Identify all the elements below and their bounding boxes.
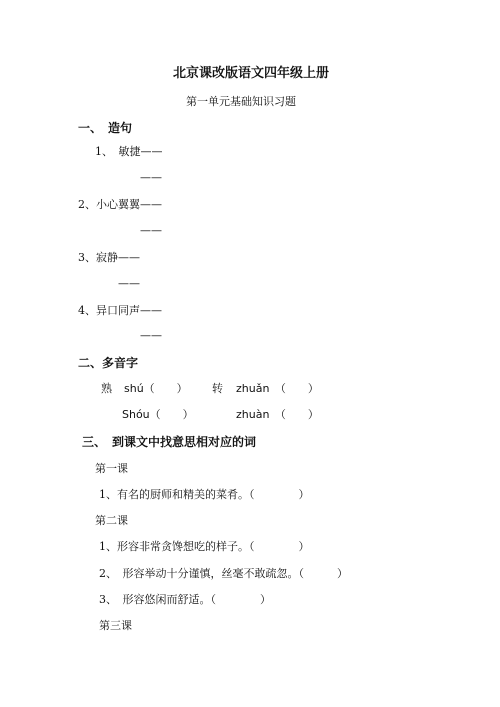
page-subtitle: 第一单元基础知识习题 [186, 95, 296, 108]
lesson-2-question-3: 3、 形容悠闲而舒适。（ ） [99, 593, 271, 606]
lesson-2-question-2: 2、 形容举动十分谨慎，丝毫不敢疏忽。（ ） [99, 567, 348, 580]
lesson-1-question-1: 1、有名的厨师和精美的菜肴。（ ） [99, 488, 310, 501]
section-2-heading: 二、多音字 [78, 356, 139, 370]
polyphone-char-shu: 熟 [101, 382, 112, 395]
sentence-item-4: 4、异口同声—— [78, 304, 162, 317]
sentence-item-2: 2、小心翼翼—— [78, 198, 162, 211]
page-title: 北京课改版语文四年级上册 [173, 66, 330, 81]
polyphone-char-zhuan: 转 [212, 382, 223, 395]
sentence-item-3: 3、寂静—— [78, 251, 140, 264]
lesson-2-question-1: 1、形容非常贪馋想吃的样子。（ ） [99, 540, 310, 553]
section-3-heading: 三、 到课文中找意思相对应的词 [82, 435, 257, 449]
sentence-item-2-continuation: —— [140, 224, 162, 237]
pinyin-shou-blank: Shóu（ ） [122, 408, 194, 421]
sentence-item-1-continuation: —— [140, 171, 162, 184]
pinyin-zhuan3-blank: zhuǎn （ ） [236, 382, 319, 395]
pinyin-shu-blank: shú（ ） [124, 382, 188, 395]
sentence-item-3-continuation: —— [118, 277, 140, 290]
lesson-2-title: 第二课 [95, 514, 128, 527]
sentence-item-1: 1、 敏捷—— [95, 145, 163, 158]
lesson-1-title: 第一课 [95, 462, 128, 475]
sentence-item-4-continuation: —— [140, 329, 162, 342]
lesson-3-title: 第三课 [99, 619, 132, 632]
section-1-heading: 一、 造句 [78, 121, 133, 135]
pinyin-zhuan4-blank: zhuàn （ ） [236, 408, 319, 421]
